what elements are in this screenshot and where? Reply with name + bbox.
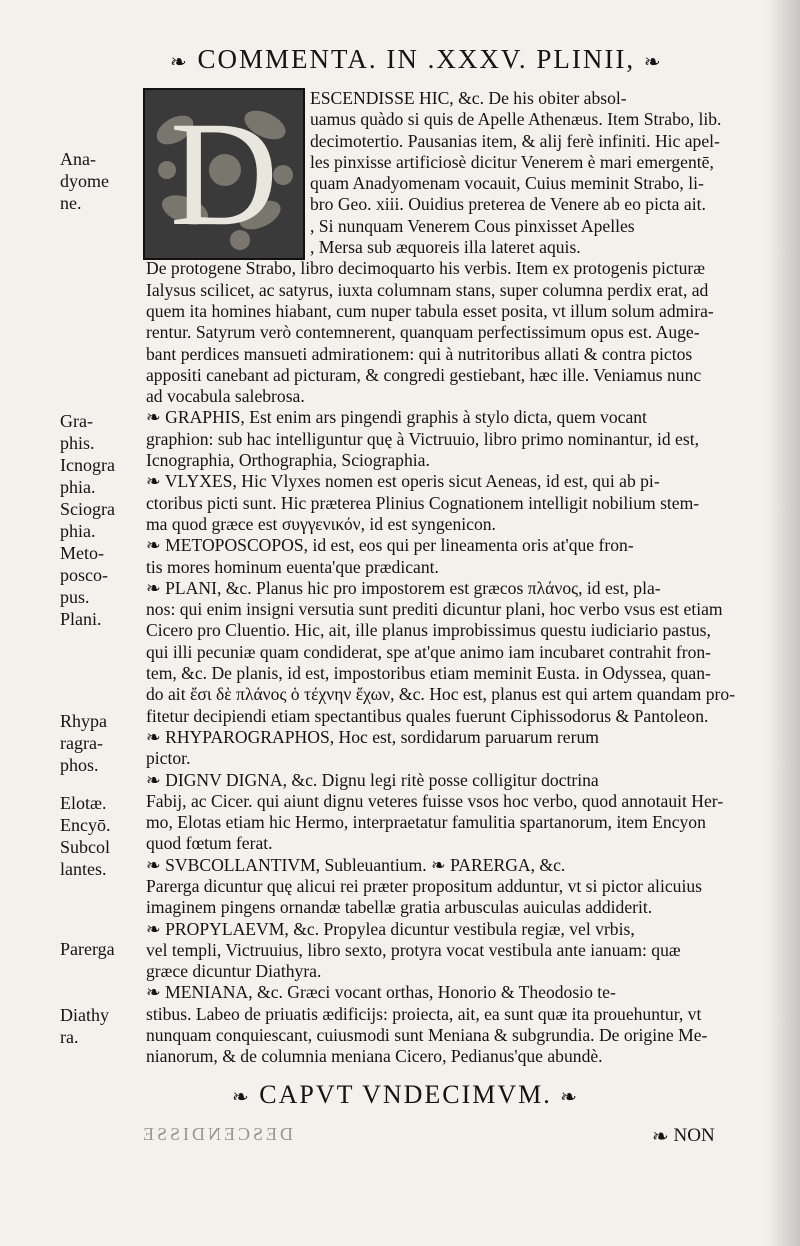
margin-note: Diathy ra. xyxy=(60,1005,109,1047)
text-line: quod fœtum ferat. xyxy=(146,833,273,854)
text-line: nunquam conquiescant, cuiusmodi sunt Meniana & subgrundia. De origine Me- xyxy=(146,1025,708,1046)
text-line: ❧ GRAPHIS, Est enim ars pingendi graphis à stylo dicta, quem vocant xyxy=(146,407,647,428)
text-line: Icnographia, Orthographia, Sciographia. xyxy=(146,450,430,471)
text-line: vel templi, Victruuius, libro sexto, protyra vocat vestibula ante ianuam: quæ xyxy=(146,939,681,960)
text-line: ctoribus picti sunt. Hic præterea Plinius Cognationem intelligit nobilium stem- xyxy=(146,492,700,513)
margin-note: Rhypa ragra- phos. xyxy=(60,711,107,775)
text-line: graphion: sub hac intelliguntur quę à Victruuio, libro primo nominantur, id est, xyxy=(146,428,699,449)
text-line: appositi canebant ad picturam, & congredi gestiebant, hæc ille. Veniamus nunc xyxy=(146,364,702,385)
running-header xyxy=(170,44,730,75)
text-line: pictor. xyxy=(146,748,191,769)
chapter-heading xyxy=(232,1080,579,1110)
bleed-through-text: DESCENDISSE xyxy=(140,1124,294,1144)
text-line: ❧ METOPOSCOPOS, id est, eos qui per lineamenta oris at'que fron- xyxy=(146,535,634,556)
text-line: Fabij, ac Cicer. qui aiunt dignu veteres fuisse vsos hoc verbo, quod annotauit Her- xyxy=(146,790,724,811)
text-line: quem ita homines hiabant, cum nuper tabula esset posita, vt illum solum admira- xyxy=(146,300,714,321)
text-line: Parerga dicuntur quę alicui rei præter propositum adduntur, vt si pictor alicuius xyxy=(146,875,702,896)
fleuron-icon: ❧ xyxy=(560,1086,580,1109)
fleuron-icon: ❧ xyxy=(170,51,189,74)
text-line: do ait ἔσι δὲ πλάνος ὁ τέχνην ἔχων, &c. Hoc est, planus est qui artem quandam pro- xyxy=(146,684,736,705)
fleuron-icon: ❧ xyxy=(232,1086,251,1109)
text-line: qui illi pecuniæ quam condiderat, spe at'que animo iam incubaret contrahit fron- xyxy=(146,641,712,662)
text-line: ❧ DIGNV DIGNA, &c. Dignu legi ritè posse colligitur doctrina xyxy=(146,769,599,790)
text-line: bro Geo. xiii. Ouidius preterea de Venere ab eo picta ait. xyxy=(310,194,706,215)
text-line: les pinxisse artificiosè dicitur Venerem è mari emergentē, xyxy=(310,151,714,172)
text-line: ❧ PROPYLAEVM, &c. Propylea dicuntur vestibula regiæ, vel vrbis, xyxy=(146,918,635,939)
body-text xyxy=(146,88,750,1068)
margin-note: Ana- dyome ne. xyxy=(60,149,109,213)
text-line: decimotertio. Pausanias item, & alij ferè infiniti. Hic apel- xyxy=(310,130,720,151)
text-line: ad vocabula salebrosa. xyxy=(146,386,305,407)
margin-note: Parerga xyxy=(60,939,115,959)
text-line: ma quod græce est συγγενικόν, id est syngenicon. xyxy=(146,513,496,534)
text-line: tis mores hominum euenta'que prædicant. xyxy=(146,556,439,577)
text-line: , Si nunquam Venerem Cous pinxisset Apelles xyxy=(310,215,635,236)
text-line: nos: qui enim insigni versutia sunt prediti dicuntur plani, hoc verbo vsus est etiam xyxy=(146,599,723,620)
text-line: rentur. Satyrum verò contemnerent, quanquam perfectissimum opus est. Auge- xyxy=(146,322,700,343)
text-line: Ialysus scilicet, ac satyrus, iuxta columnam stans, super columna perdix erat, ad xyxy=(146,279,709,300)
catchword-text: NON xyxy=(673,1124,715,1146)
catchword xyxy=(652,1124,715,1149)
text-line: nianorum, & de columnia meniana Cicero, Pedianus'que abundè. xyxy=(146,1046,603,1067)
text-line: bant perdices mansueti admirationem: qui à nutritoribus allati & contra pictos xyxy=(146,343,693,364)
text-line: fitetur decipiendi etiam spectantibus quales fuerunt Ciphissodorus & Pantoleon. xyxy=(146,705,709,726)
text-line: stibus. Labeo de priuatis ædificijs: proiecta, ait, ea sunt quæ ita prouehuntur, vt xyxy=(146,1003,702,1024)
text-line: uamus quàdo si quis de Apelle Athenæus. Item Strabo, lib. xyxy=(310,109,722,130)
text-line: mo, Elotas etiam hic Hermo, interpraetatur famulitia spartanorum, item Encyon xyxy=(146,812,706,833)
margin-note: Gra- phis. Icnogra phia. Sciogra phia. Meto- posco- pus. Plani. xyxy=(60,411,115,629)
text-line: ESCENDISSE HIC, &c. De his obiter absol- xyxy=(310,88,627,108)
margin-notes xyxy=(0,0,140,1246)
running-title: COMMENTA. IN .XXXV. PLINII, xyxy=(197,44,636,74)
text-line: ❧ MENIANA, &c. Græci vocant orthas, Honorio & Theodosio te- xyxy=(146,982,616,1003)
fleuron-icon: ❧ xyxy=(652,1126,669,1148)
text-line: imaginem pingens ornandæ tabellæ gratia arbusculas auiculas addiderit. xyxy=(146,897,653,918)
text-line: ❧ SVBCOLLANTIVM, Subleuantium. ❧ PARERGA, &c. xyxy=(146,854,566,875)
fleuron-icon: ❧ xyxy=(643,51,663,74)
text-line: ❧ RHYPAROGRAPHOS, Hoc est, sordidarum paruarum rerum xyxy=(146,726,599,747)
text-line: tem, &c. De planis, id est, impostoribus etiam meminit Eusta. in Odyssea, quan- xyxy=(146,663,711,684)
text-line: Cicero pro Cluentio. Hic, ait, ille planus improbissimus questu iudiciario pastus, xyxy=(146,620,711,641)
gutter-shadow xyxy=(766,0,800,1246)
text-line: , Mersa sub æquoreis illa lateret aquis. xyxy=(310,237,581,258)
text-line: De protogene Strabo, libro decimoquarto his verbis. Item ex protogenis picturæ xyxy=(146,258,705,279)
chapter-title: CAPVT VNDECIMVM. xyxy=(259,1080,552,1109)
initial-letter: D xyxy=(169,91,279,257)
margin-note: Elotæ. Encyō. Subcol lantes. xyxy=(60,793,111,879)
text-line: ❧ PLANI, &c. Planus hic pro impostorem est græcos πλάνος, id est, pla- xyxy=(146,577,661,598)
text-line: ❧ VLYXES, Hic Vlyxes nomen est operis sicut Aeneas, id est, qui ab pi- xyxy=(146,471,660,492)
text-line: quam Anadyomenam vocauit, Cuius meminit Strabo, li- xyxy=(310,173,704,194)
text-line: græce dicuntur Diathyra. xyxy=(146,961,322,982)
